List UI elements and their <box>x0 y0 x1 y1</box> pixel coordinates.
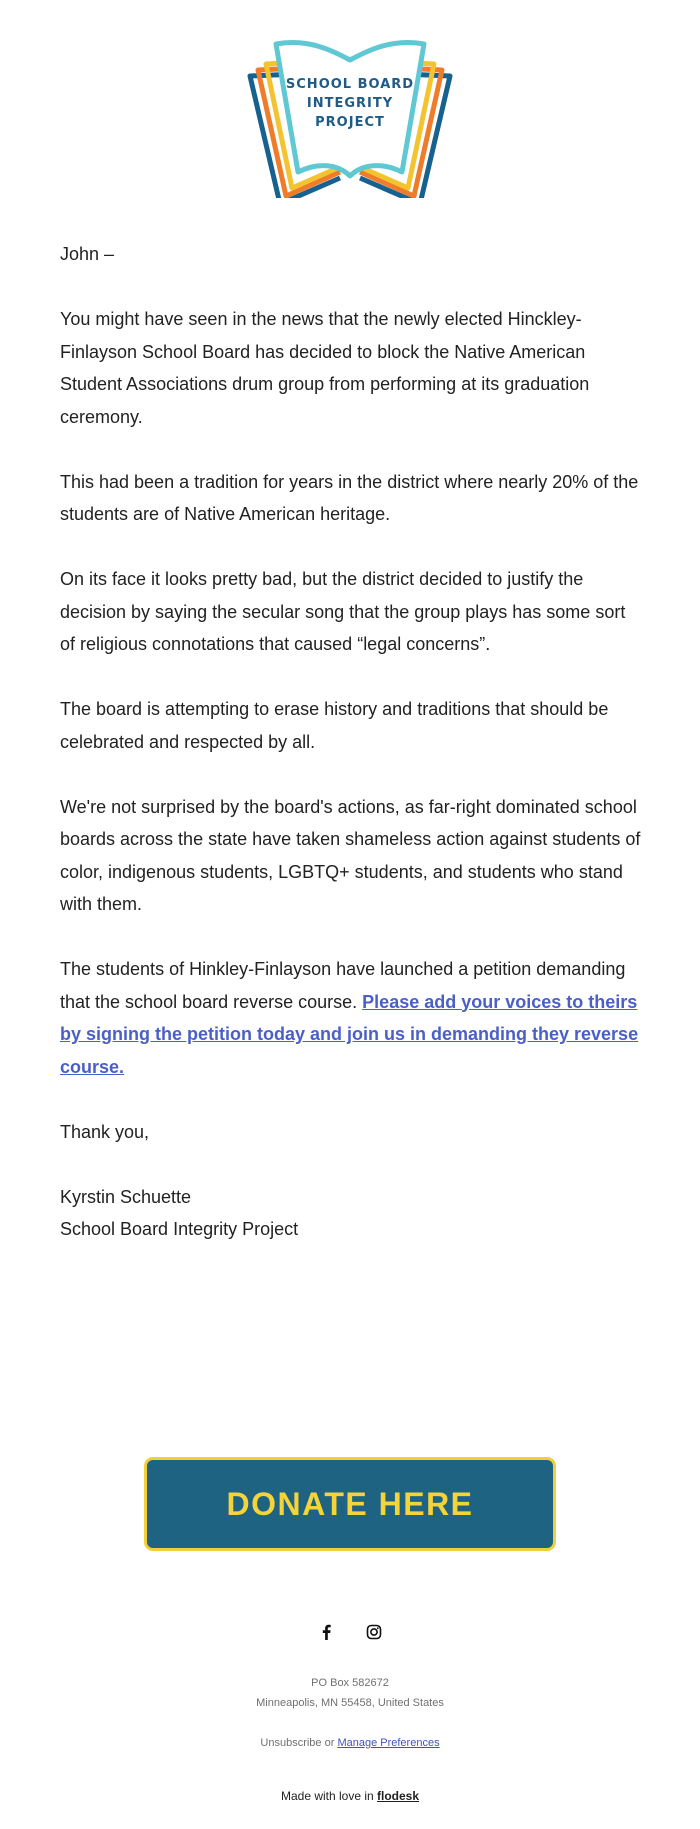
unsubscribe-link[interactable]: Unsubscribe <box>260 1737 322 1749</box>
made-with-text: Made with love in <box>280 1789 378 1803</box>
closing: Thank you, <box>60 1121 150 1142</box>
open-book-logo <box>240 38 460 198</box>
paragraph-tradition: This had been a tradition for years in the district where nearly 20% of the students are of Native American heritage. <box>60 471 639 524</box>
logo-line-1: SCHOOL BOARD <box>285 77 415 92</box>
mailing-address <box>0 1673 700 1713</box>
facebook-icon[interactable] <box>314 1620 338 1644</box>
donate-button-label: DONATE HERE <box>226 1485 474 1522</box>
address-line-2: Minneapolis, MN 55458, United States <box>256 1697 444 1709</box>
paragraph-justification: On its face it looks pretty bad, but the district decided to justify the decision by saying the secular song that the group plays has some sort of religious connotations that caused “legal concerns”. <box>60 569 626 654</box>
logo-line-2: INTEGRITY <box>306 96 394 111</box>
donate-button[interactable] <box>144 1457 556 1551</box>
made-with-love <box>0 1786 700 1806</box>
petition-link[interactable]: Please add your voices to theirs by signing the petition today and join us in demanding they reverse course. <box>60 991 639 1077</box>
manage-preferences-link[interactable]: Manage Preferences <box>337 1737 440 1749</box>
social-links <box>0 1620 700 1644</box>
paragraph-petition <box>60 953 645 1083</box>
petition-intro: The students of Hinkley-Finlayson have launched a petition demanding that the school board reverse course. <box>60 959 626 1012</box>
address-line-1: PO Box 582672 <box>311 1677 389 1689</box>
signature-org: School Board Integrity Project <box>60 1219 299 1239</box>
flodesk-link[interactable]: flodesk <box>377 1789 420 1803</box>
logo-line-3: PROJECT <box>315 115 385 130</box>
salutation: John – <box>60 244 115 264</box>
paragraph-news: You might have seen in the news that the newly elected Hinckley-Finlayson School Board has decided to block the Native American Student Associations drum group from performing at its graduation ceremony. <box>60 309 590 427</box>
preferences-line <box>0 1733 700 1753</box>
signature-name: Kyrstin Schuette <box>60 1186 192 1207</box>
instagram-icon[interactable] <box>362 1620 386 1644</box>
email-body <box>60 238 645 1246</box>
paragraph-erase-history: The board is attempting to erase history and traditions that should be celebrated and respected by all. <box>60 699 609 752</box>
paragraph-not-surprised: We're not surprised by the board's actions, as far-right dominated school boards across the state have taken shameless action against students of color, indigenous students, LGBTQ+ students, and students who stand with them. <box>60 796 641 914</box>
or-text: or <box>321 1737 338 1749</box>
logo <box>0 38 700 208</box>
